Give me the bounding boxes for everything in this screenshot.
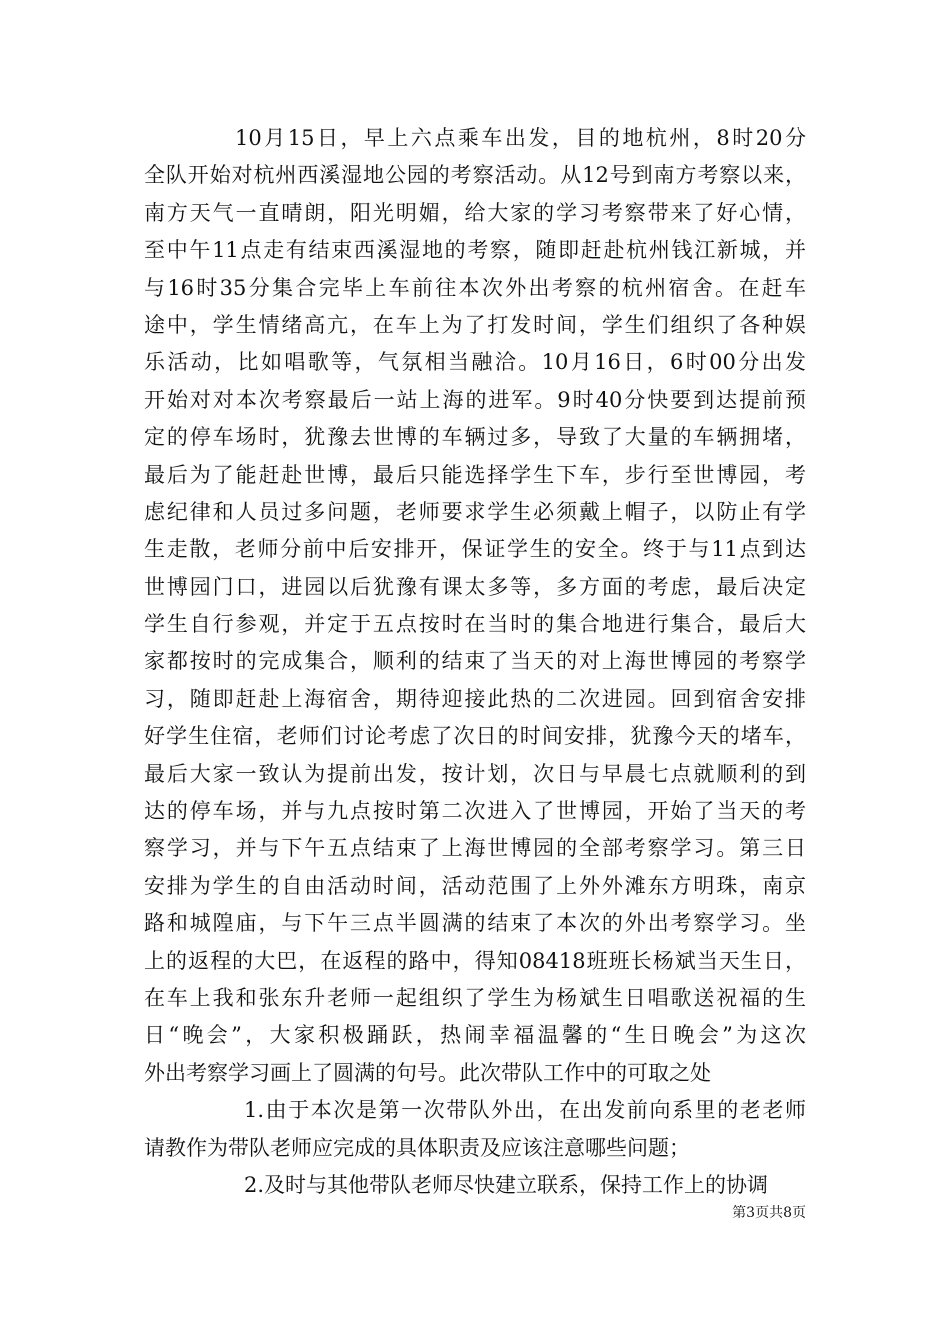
page-number: 第3页共8页 (732, 1205, 806, 1221)
paragraph-line: 全队开始对杭州西溪湿地公园的考察活动。从12号到南方考察以来， (144, 163, 806, 188)
list-item-line: 请教作为带队老师应完成的具体职责及应该注意哪些问题； (144, 1135, 690, 1160)
paragraph-line: 南方天气一直晴朗，阳光明媚，给大家的学习考察带来了好心情， (144, 200, 806, 225)
paragraph-line: 乐活动，比如唱歌等，气氛相当融洽。10月16日，6时00分出发 (144, 350, 806, 375)
paragraph-line: 最后大家一致认为提前出发，按计划，次日与早晨七点就顺利的到 (144, 761, 806, 786)
paragraph-line: 世博园门口，进园以后犹豫有课太多等，多方面的考虑，最后决定 (144, 574, 806, 599)
paragraph-line: 至中午11点走有结束西溪湿地的考察，随即赶赴杭州钱江新城，并 (144, 238, 806, 263)
paragraph-line: 好学生住宿，老师们讨论考虑了次日的时间安排，犹豫今天的堵车， (144, 724, 806, 749)
list-item-line: 2.及时与其他带队老师尽快建立联系，保持工作上的协调 (244, 1172, 769, 1197)
paragraph-line: 安排为学生的自由活动时间，活动范围了上外外滩东方明珠，南京 (144, 873, 806, 898)
paragraph-line: 开始对对本次考察最后一站上海的进军。9时40分快要到达提前预 (144, 387, 806, 412)
paragraph-line: 达的停车场，并与九点按时第二次进入了世博园，开始了当天的考 (144, 799, 806, 824)
paragraph-line: 与16时35分集合完毕上车前往本次外出考察的杭州宿舍。在赶车 (144, 275, 806, 300)
paragraph-line: 习，随即赶赴上海宿舍，期待迎接此热的二次进园。回到宿舍安排 (144, 686, 806, 711)
paragraph-line: 生走散，老师分前中后安排开，保证学生的安全。终于与11点到达 (144, 537, 806, 562)
list-item-line: 1.由于本次是第一次带队外出，在出发前向系里的老老师 (244, 1098, 806, 1123)
paragraph-line: 虑纪律和人员过多问题，老师要求学生必须戴上帽子，以防止有学 (144, 499, 806, 524)
paragraph-line: 学生自行参观，并定于五点按时在当时的集合地进行集合，最后大 (144, 612, 806, 637)
paragraph-line: 上的返程的大巴，在返程的路中，得知08418班班长杨斌当天生日， (144, 948, 806, 973)
paragraph-line: 察学习，并与下午五点结束了上海世博园的全部考察学习。第三日 (144, 836, 806, 861)
paragraph-line: 途中，学生情绪高亢，在车上为了打发时间，学生们组织了各种娱 (144, 312, 806, 337)
paragraph-line: 路和城隍庙，与下午三点半圆满的结束了本次的外出考察学习。坐 (144, 911, 806, 936)
paragraph-line: 10月15日，早上六点乘车出发，目的地杭州，8时20分 (235, 126, 806, 150)
body-text (144, 120, 806, 1204)
paragraph-line: 最后为了能赶赴世博，最后只能选择学生下车，步行至世博园，考 (144, 462, 806, 487)
paragraph-line: 在车上我和张东升老师一起组织了学生为杨斌生日唱歌送祝福的生 (144, 985, 806, 1010)
paragraph-line: 定的停车场时，犹豫去世博的车辆过多，导致了大量的车辆拥堵， (144, 425, 806, 450)
paragraph-line: 日“晚会”，大家积极踊跃，热闹幸福温馨的“生日晚会”为这次 (144, 1023, 806, 1048)
paragraph-line: 家都按时的完成集合，顺利的结束了当天的对上海世博园的考察学 (144, 649, 806, 674)
paragraph-line: 外出考察学习画上了圆满的句号。此次带队工作中的可取之处 (144, 1060, 711, 1085)
